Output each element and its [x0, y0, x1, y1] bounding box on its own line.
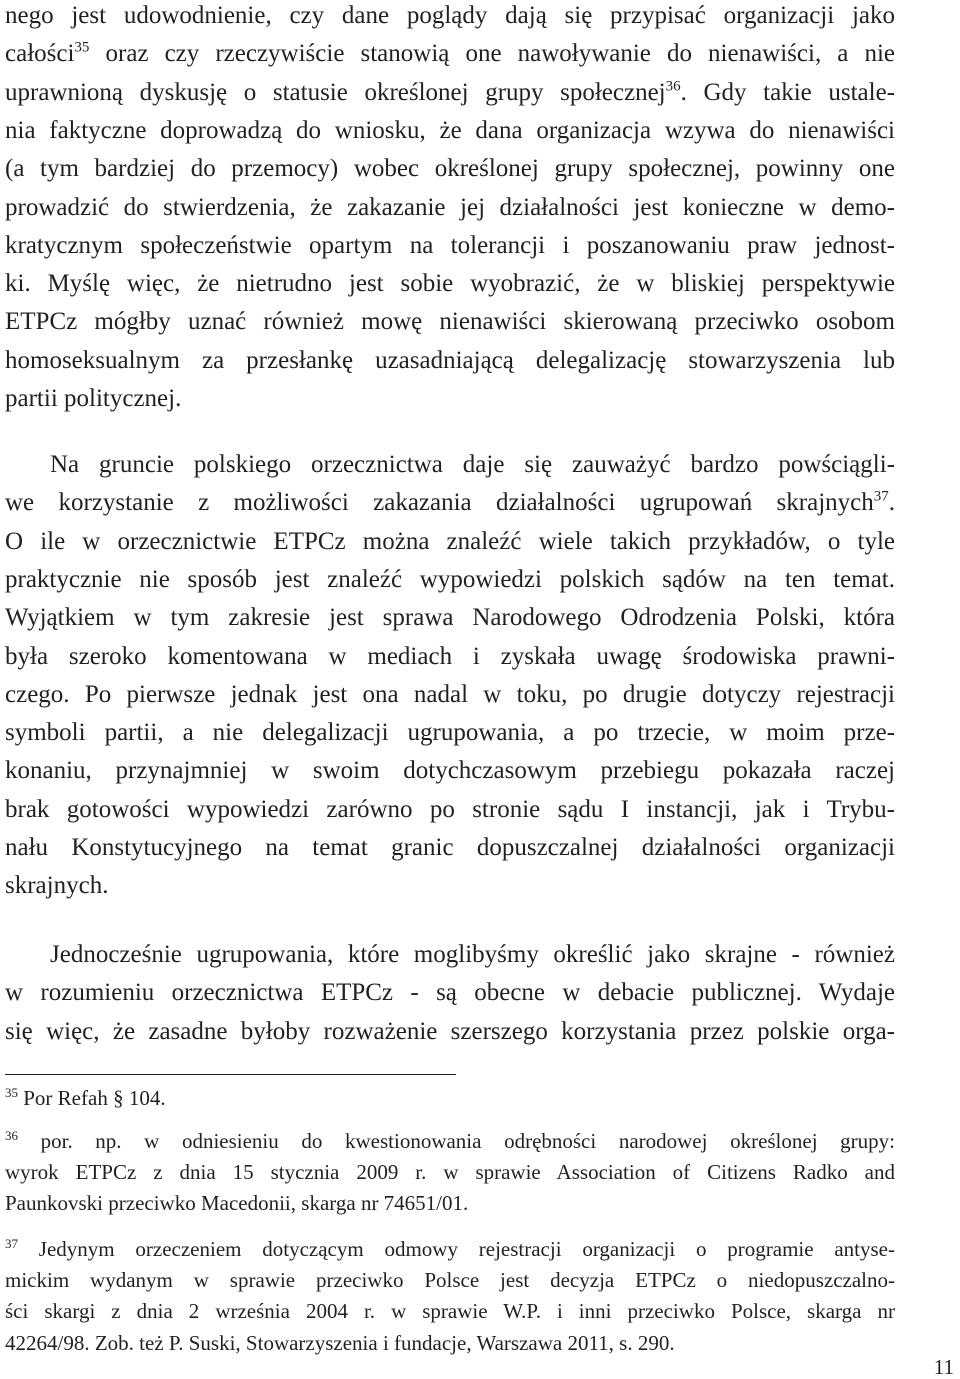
footnote-text: por. np. w odniesieniu do kwestionowania odrębności narodowej określonej grupy:	[18, 1129, 895, 1153]
text-line: Jednocześnie ugrupowania, które moglibyśmy określić jako skrajne - również	[50, 941, 895, 968]
footnote-line: mickim wydanym w sprawie przeciwko Polsce jest decyzja ETPCz o niedopuszczalno-	[5, 1268, 895, 1293]
footnote-text: Por Refah § 104.	[18, 1086, 166, 1110]
text-line	[5, 74, 895, 112]
footnote-line	[5, 1083, 895, 1113]
text-line: nego jest udowodnienie, czy dane poglądy dają się przypisać organizacji jako	[5, 2, 895, 29]
text-line: w rozumieniu orzecznictwa ETPCz - są obecne w debacie publicznej. Wydaje	[5, 979, 895, 1007]
footnote-line	[5, 1126, 895, 1156]
text-line: partii politycznej.	[5, 385, 182, 412]
footnote-separator	[5, 1074, 456, 1075]
text-line: O ile w orzecznictwie ETPCz można znaleźć wiele takich przykładów, o tyle	[5, 527, 895, 555]
text-line: się więc, że zasadne byłoby rozważenie szerszego korzystania przez polskie orga-	[5, 1017, 895, 1045]
text-line: Wyjątkiem w tym zakresie jest sprawa Narodowego Odrodzenia Polski, która	[5, 604, 895, 632]
footnote-number: 35	[5, 1085, 18, 1100]
footnote-line: ści skargi z dnia 2 września 2004 r. w sprawie W.P. i inni przeciwko Polsce, skarga nr	[5, 1299, 895, 1324]
text-line	[5, 35, 895, 73]
footnote-line: Paunkovski przeciwko Macedonii, skarga nr 74651/01.	[5, 1191, 469, 1216]
footnote-ref[interactable]: 35	[74, 39, 90, 56]
text-line: konaniu, przynajmniej w swoim dotychczasowym przebiegu pokazała raczej	[5, 757, 895, 785]
text-line: Na gruncie polskiego orzecznictwa daje się zauważyć bardzo powściągli-	[50, 451, 895, 478]
footnote-number: 36	[5, 1128, 18, 1143]
footnote-line	[5, 1234, 895, 1264]
text-segment: całości	[5, 40, 75, 68]
text-segment: we korzystanie z możliwości zakazania działalności ugrupowań skrajnych	[5, 489, 874, 517]
text-line: praktycznie nie sposób jest znaleźć wypowiedzi polskich sądów na ten temat.	[5, 565, 895, 593]
footnote-ref[interactable]: 36	[665, 78, 681, 95]
footnote-text: Jedynym orzeczeniem dotyczącym odmowy rejestracji organizacji o programie antyse-	[18, 1237, 895, 1261]
text-line	[5, 484, 895, 522]
text-line: brak gotowości wypowiedzi zarówno po stronie sądu I instancji, jak i Trybu-	[5, 795, 895, 823]
text-line: symboli partii, a nie delegalizacji ugrupowania, a po trzecie, w moim prze-	[5, 719, 895, 747]
text-line: nia faktyczne doprowadzą do wniosku, że dana organizacja wzywa do nienawiści	[5, 116, 895, 144]
footnote-line: 42264/98. Zob. też P. Suski, Stowarzyszenia i fundacje, Warszawa 2011, s. 290.	[5, 1330, 675, 1355]
text-line: ki. Myślę więc, że nietrudno jest sobie wyobrazić, że w bliskiej perspektywie	[5, 270, 895, 298]
text-line: nału Konstytucyjnego na temat granic dopuszczalnej działalności organizacji	[5, 834, 895, 861]
text-line: prowadzić do stwierdzenia, że zakazanie jej działalności jest konieczne w demo-	[5, 193, 895, 221]
text-line: kratycznym społeczeństwie opartym na tolerancji i poszanowaniu praw jednost-	[5, 231, 895, 259]
text-line: ETPCz mógłby uznać również mowę nienawiści skierowaną przeciwko osobom	[5, 308, 895, 336]
text-segment: .	[888, 489, 895, 517]
footnote-ref[interactable]: 37	[873, 488, 889, 505]
text-line: homoseksualnym za przesłankę uzasadniającą delegalizację stowarzyszenia lub	[5, 346, 895, 374]
footnote-number: 37	[5, 1236, 18, 1251]
text-line: (a tym bardziej do przemocy) wobec określonej grupy społecznej, powinny one	[5, 155, 895, 183]
text-line: czego. Po pierwsze jednak jest ona nadal w toku, po drugie dotyczy rejestracji	[5, 680, 895, 708]
text-segment: uprawnioną dyskusję o statusie określonej grupy społecznej	[5, 78, 666, 106]
page-number: 11	[933, 1355, 954, 1379]
text-segment: oraz czy rzeczywiście stanowią one nawoływanie do nienawiści, a nie	[89, 40, 895, 68]
text-line: była szeroko komentowana w mediach i zyskała uwagę środowiska prawni-	[5, 642, 895, 670]
text-line: skrajnych.	[5, 872, 109, 900]
footnote-line: wyrok ETPCz z dnia 15 stycznia 2009 r. w sprawie Association of Citizens Radko and	[5, 1160, 895, 1185]
text-segment: . Gdy takie ustale-	[680, 78, 895, 106]
